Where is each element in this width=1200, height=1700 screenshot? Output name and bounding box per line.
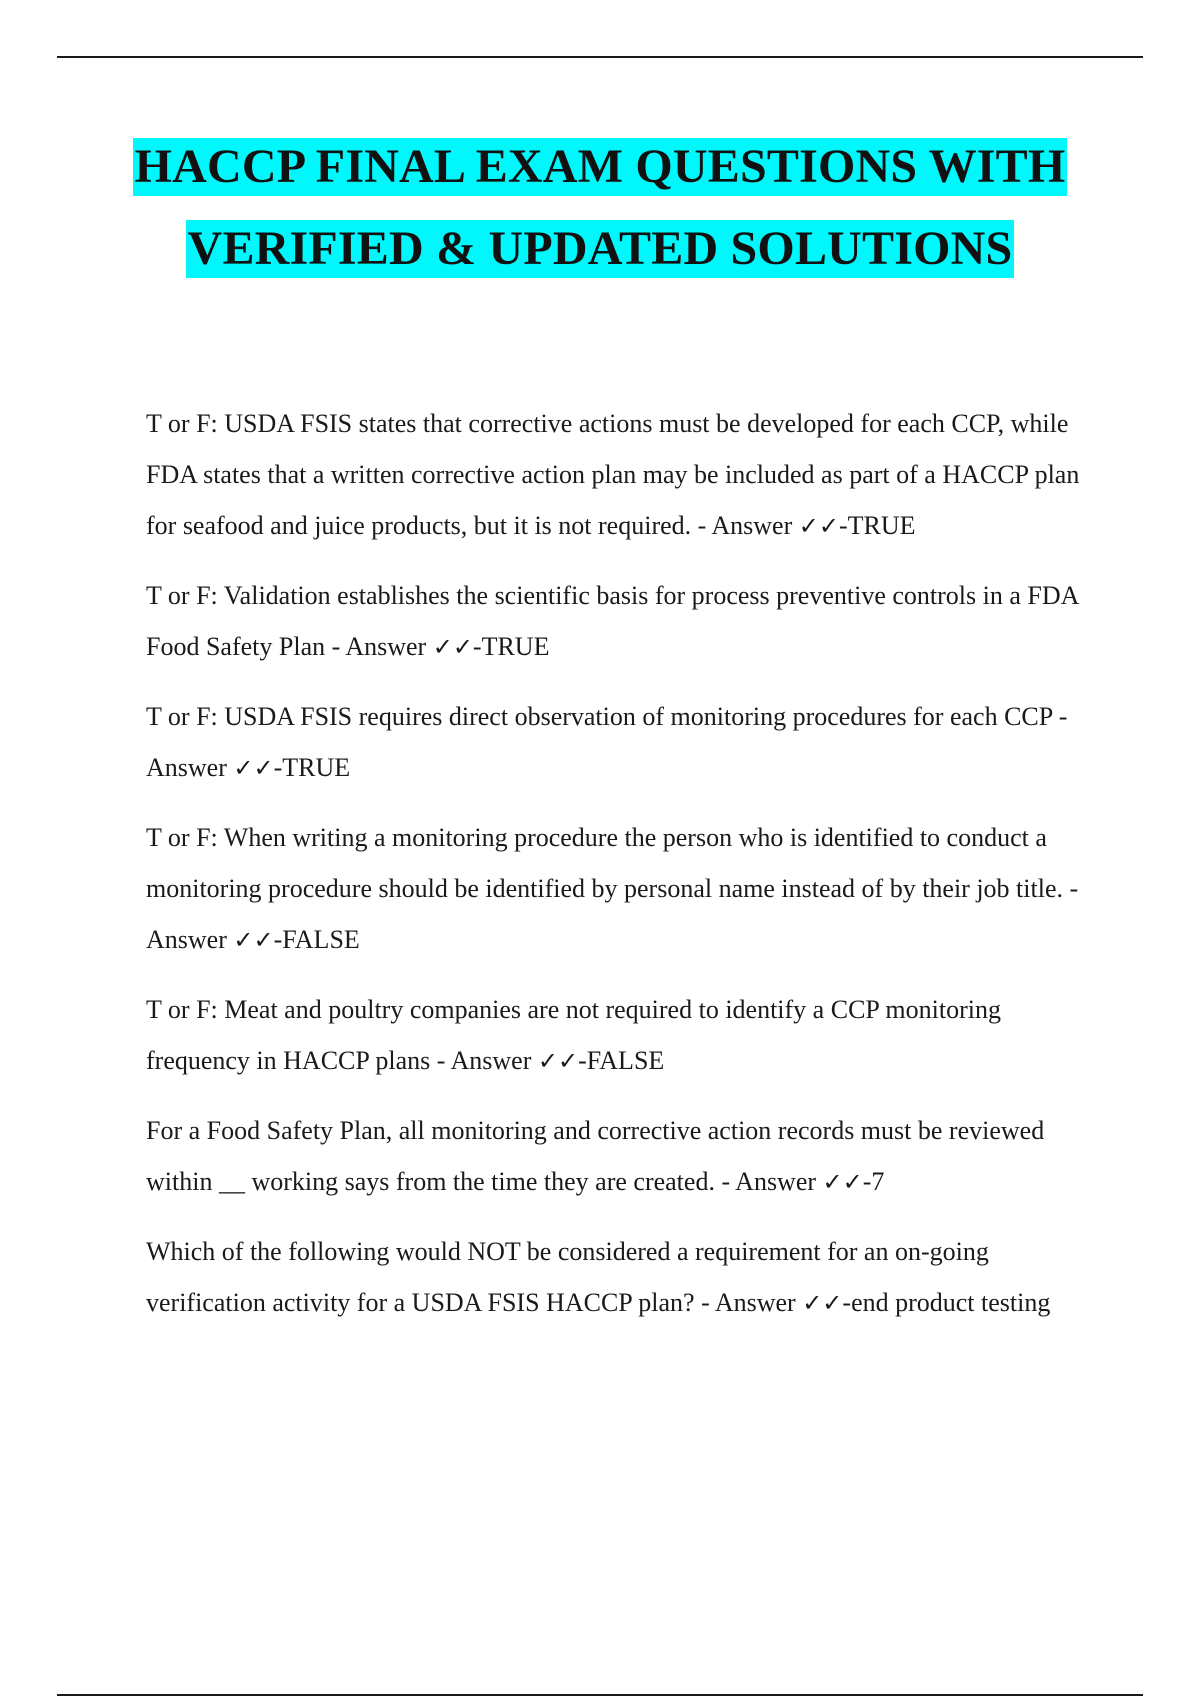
- qa-item-4: [146, 812, 1086, 966]
- question-text: T or F: Meat and poultry companies are not required to identify a CCP monitoring frequency in HACCP plans - Answer: [146, 995, 1001, 1075]
- check-mark-icon: ✓✓: [798, 512, 839, 540]
- check-mark-icon: ✓✓: [822, 1168, 863, 1196]
- qa-item-3: [146, 691, 1086, 794]
- bottom-rule: [57, 1694, 1143, 1696]
- answer-text: -TRUE: [472, 632, 550, 661]
- answer-text: -TRUE: [273, 753, 351, 782]
- qa-item-2: [146, 570, 1086, 673]
- check-mark-icon: ✓✓: [432, 633, 473, 661]
- check-mark-icon: ✓✓: [233, 926, 274, 954]
- answer-text: -7: [862, 1167, 885, 1196]
- qa-item-5: [146, 984, 1086, 1087]
- question-text: T or F: USDA FSIS states that corrective actions must be developed for each CCP, while FDA states that a written corrective action plan may be included as part of a HACCP plan for seafood and juice products, but it is not required. - Answer: [146, 409, 1080, 540]
- answer-text: -FALSE: [273, 925, 360, 954]
- check-mark-icon: ✓✓: [537, 1047, 579, 1075]
- question-list: [146, 398, 1086, 1347]
- top-rule: [57, 56, 1143, 58]
- answer-text: -TRUE: [838, 511, 916, 540]
- title-line-1: HACCP FINAL EXAM QUESTIONS WITH: [133, 138, 1068, 196]
- check-mark-icon: ✓✓: [802, 1289, 843, 1317]
- qa-item-1: [146, 398, 1086, 552]
- question-text: For a Food Safety Plan, all monitoring and corrective action records must be reviewed within __ working says from the time they are created. - Answer: [146, 1116, 1045, 1196]
- answer-text: -FALSE: [578, 1046, 665, 1075]
- qa-item-6: [146, 1105, 1086, 1208]
- qa-item-7: [146, 1226, 1086, 1329]
- question-text: T or F: Validation establishes the scientific basis for process preventive controls in a FDA Food Safety Plan - Answer: [146, 581, 1078, 661]
- answer-text: -end product testing: [842, 1288, 1051, 1317]
- question-text: T or F: USDA FSIS requires direct observation of monitoring procedures for each CCP - Answer: [146, 702, 1068, 782]
- title-line-2: VERIFIED & UPDATED SOLUTIONS: [186, 220, 1015, 278]
- question-text: Which of the following would NOT be considered a requirement for an on-going verification activity for a USDA FSIS HACCP plan? - Answer: [146, 1237, 989, 1317]
- check-mark-icon: ✓✓: [233, 754, 274, 782]
- document-title: [0, 138, 1200, 278]
- question-text: T or F: When writing a monitoring procedure the person who is identified to conduct a monitoring procedure should be identified by personal name instead of by their job title. - Answer: [146, 823, 1079, 954]
